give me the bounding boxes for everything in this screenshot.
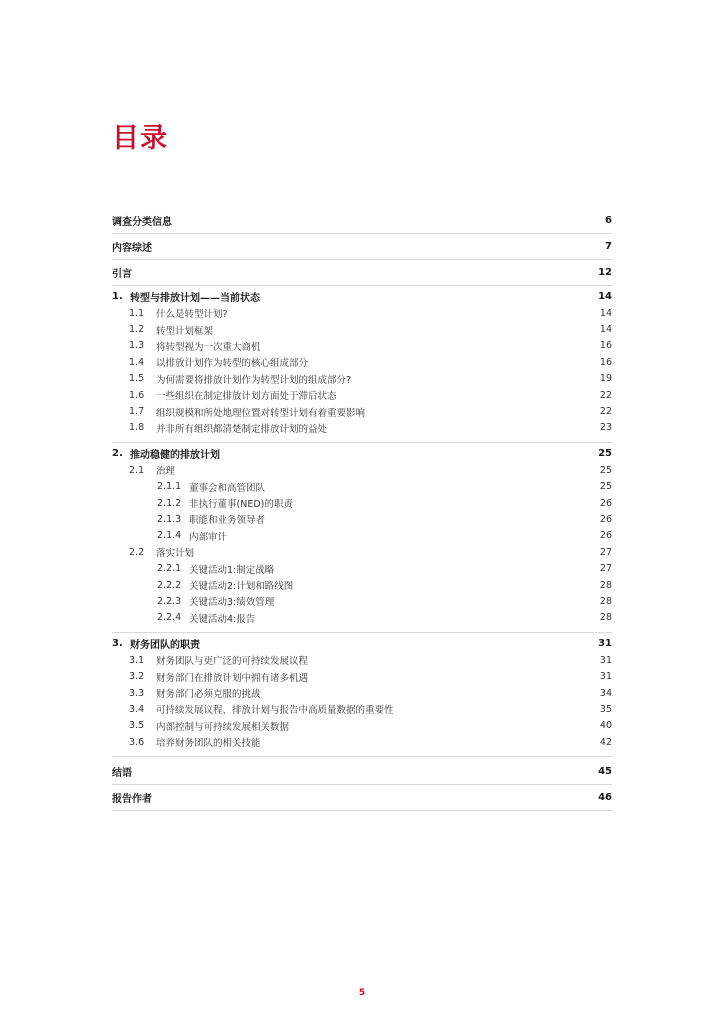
toc-subentry-page: 31 xyxy=(599,671,612,683)
toc-subsubentry-page: 26 xyxy=(599,513,612,525)
toc-subentry-number: 1.1 xyxy=(129,307,145,319)
toc-subsubentry-label: 关键活动1:制定战略 xyxy=(189,564,275,576)
toc-subentry-label: 一些组织在制定排放计划方面处于滞后状态 xyxy=(156,391,337,403)
toc-subentry-page: 19 xyxy=(599,373,612,385)
toc-subentry[interactable] xyxy=(112,462,612,478)
toc-subentry[interactable] xyxy=(112,734,612,750)
toc-entry-authors[interactable] xyxy=(112,785,612,811)
toc-subentry-page: 40 xyxy=(599,720,612,732)
toc-subsubentry-label: 非执行董事(NED)的职责 xyxy=(189,499,293,511)
toc-subentry-page: 31 xyxy=(599,654,612,666)
toc-subentry-page: 14 xyxy=(599,324,612,336)
table-of-contents xyxy=(112,208,612,811)
toc-subsubentry-page: 25 xyxy=(599,481,612,493)
toc-subentry-page: 34 xyxy=(599,687,612,699)
toc-subsubentry[interactable] xyxy=(112,495,612,511)
toc-subsubentry-page: 28 xyxy=(599,612,612,624)
toc-subentry-label: 财务团队与更广泛的可持续发展议程 xyxy=(156,656,309,668)
toc-section-heading[interactable] xyxy=(112,288,612,305)
toc-entry-page: 45 xyxy=(598,766,612,778)
toc-subsubentry[interactable] xyxy=(112,528,612,544)
toc-section-label: 转型与排放计划——当前状态 xyxy=(130,293,260,304)
toc-subsubentry[interactable] xyxy=(112,511,612,527)
toc-section-page: 14 xyxy=(598,291,612,302)
toc-subsubentry-page: 27 xyxy=(599,563,612,575)
toc-subsubentry-number: 2.1.4 xyxy=(157,530,182,542)
toc-entry-conclusion[interactable] xyxy=(112,759,612,785)
toc-section-2 xyxy=(112,445,612,633)
toc-subsubentry-number: 2.2.4 xyxy=(157,612,182,624)
toc-subsubentry-label: 职能和业务领导者 xyxy=(189,515,266,527)
toc-subsubentry-page: 26 xyxy=(599,530,612,542)
toc-subsubentry-label: 内部审计 xyxy=(189,531,228,543)
toc-subentry-label: 财务部门在排放计划中拥有诸多机遇 xyxy=(156,672,309,684)
toc-subentry-page: 23 xyxy=(599,422,612,434)
toc-entry-label: 报告作者 xyxy=(112,794,152,806)
toc-subentry-label: 为何需要将排放计划作为转型计划的组成部分? xyxy=(156,374,352,386)
toc-subentry[interactable] xyxy=(112,321,612,337)
toc-subentry-number: 1.7 xyxy=(129,406,145,418)
toc-subsubentry[interactable] xyxy=(112,593,612,609)
page-number: 5 xyxy=(358,988,366,998)
toc-subentry[interactable] xyxy=(112,305,612,321)
toc-section-heading[interactable] xyxy=(112,445,612,462)
toc-subentry-number: 1.5 xyxy=(129,373,145,385)
toc-subentry-page: 42 xyxy=(599,736,612,748)
page-title: 目录 xyxy=(112,123,168,154)
toc-subsubentry-page: 28 xyxy=(599,579,612,591)
toc-subentry-label: 将转型视为一次重大商机 xyxy=(156,341,261,353)
toc-entry-summary[interactable] xyxy=(112,234,612,260)
toc-entry-label: 结语 xyxy=(112,768,132,780)
toc-section-label: 财务团队的职责 xyxy=(130,640,200,652)
toc-subentry-page: 35 xyxy=(599,703,612,715)
toc-subentry-label: 并非所有组织都清楚制定排放计划的益处 xyxy=(156,423,328,435)
toc-subentry-number: 2.1 xyxy=(129,464,145,476)
toc-subentry-number: 3.6 xyxy=(129,736,145,748)
toc-subentry-number: 3.5 xyxy=(129,720,145,732)
toc-subentry[interactable] xyxy=(112,338,612,354)
toc-subentry[interactable] xyxy=(112,420,612,436)
toc-section-number: 1. xyxy=(112,291,123,302)
toc-subsubentry-number: 2.1.1 xyxy=(157,481,182,493)
toc-entry-page: 46 xyxy=(598,792,612,804)
toc-section-1 xyxy=(112,288,612,443)
toc-subsubentry-number: 2.1.2 xyxy=(157,497,182,509)
toc-subentry-number: 1.8 xyxy=(129,422,145,434)
toc-subentry-number: 1.6 xyxy=(129,389,145,401)
toc-subentry-label: 培养财务团队的相关技能 xyxy=(156,738,261,750)
toc-subsubentry[interactable] xyxy=(112,479,612,495)
toc-subentry-page: 16 xyxy=(599,340,612,352)
toc-subsubentry-page: 26 xyxy=(599,497,612,509)
toc-entry-label: 调查分类信息 xyxy=(112,217,172,228)
toc-subentry-number: 3.1 xyxy=(129,654,145,666)
toc-subentry-label: 内部控制与可持续发展相关数据 xyxy=(156,721,290,733)
toc-subentry-label: 以排放计划作为转型的核心组成部分 xyxy=(156,358,309,370)
toc-subentry[interactable] xyxy=(112,371,612,387)
toc-subsubentry-number: 2.1.3 xyxy=(157,513,182,525)
toc-subsubentry[interactable] xyxy=(112,577,612,593)
toc-subsubentry-label: 关键活动3:绩效管理 xyxy=(189,597,275,609)
toc-subentry-page: 14 xyxy=(599,307,612,319)
toc-subentry-number: 3.2 xyxy=(129,671,145,683)
toc-subsubentry-page: 28 xyxy=(599,595,612,607)
toc-subentry-page: 25 xyxy=(599,464,612,476)
toc-subentry-label: 财务部门必须克服的挑战 xyxy=(156,689,261,700)
toc-section-heading[interactable] xyxy=(112,635,612,652)
toc-subentry[interactable] xyxy=(112,387,612,403)
toc-section-number: 2. xyxy=(112,448,123,460)
toc-subentry-label: 组织规模和所处地理位置对转型计划有着重要影响 xyxy=(156,407,366,419)
toc-entry-survey-info[interactable] xyxy=(112,208,612,234)
toc-subentry-page: 16 xyxy=(599,356,612,368)
toc-subentry[interactable] xyxy=(112,544,612,560)
toc-subsubentry-label: 关键活动4:报告 xyxy=(189,613,256,625)
toc-section-label: 推动稳健的排放计划 xyxy=(130,450,220,462)
toc-subentry[interactable] xyxy=(112,652,612,668)
toc-subentry-number: 2.2 xyxy=(129,546,145,558)
toc-subentry-label: 落实计划 xyxy=(156,548,195,560)
toc-subentry-number: 1.2 xyxy=(129,324,145,336)
toc-subsubentry-label: 关键活动2:计划和路线图 xyxy=(189,581,294,593)
toc-subsubentry-number: 2.2.1 xyxy=(157,563,182,575)
toc-subentry-label: 什么是转型计划? xyxy=(156,309,228,321)
toc-subsubentry-label: 董事会和高管团队 xyxy=(189,482,266,494)
toc-subentry-label: 转型计划框架 xyxy=(156,325,214,337)
toc-subentry-label: 可持续发展议程、排放计划与报告中高质量数据的重要性 xyxy=(156,705,394,717)
toc-subentry[interactable] xyxy=(112,701,612,717)
toc-subentry[interactable] xyxy=(112,354,612,370)
toc-entry-label: 引言 xyxy=(112,269,132,280)
toc-subentry-number: 1.3 xyxy=(129,340,145,352)
toc-subentry[interactable] xyxy=(112,718,612,734)
toc-section-page: 31 xyxy=(598,638,612,650)
toc-section-page: 25 xyxy=(598,448,612,460)
toc-entry-page: 6 xyxy=(605,215,612,226)
toc-subentry-page: 22 xyxy=(599,406,612,418)
toc-entry-page: 7 xyxy=(605,241,612,252)
toc-subentry-page: 27 xyxy=(599,546,612,558)
toc-subsubentry[interactable] xyxy=(112,610,612,626)
toc-subsubentry-number: 2.2.2 xyxy=(157,579,182,591)
toc-subentry[interactable] xyxy=(112,685,612,701)
toc-subentry-page: 22 xyxy=(599,389,612,401)
toc-subentry-label: 治理 xyxy=(156,466,176,478)
toc-subentry[interactable] xyxy=(112,403,612,419)
toc-subentry[interactable] xyxy=(112,668,612,684)
toc-subentry-number: 3.4 xyxy=(129,703,145,715)
toc-entry-label: 内容综述 xyxy=(112,243,152,254)
toc-section-3 xyxy=(112,635,612,757)
toc-subentry-number: 3.3 xyxy=(129,687,145,699)
toc-entry-page: 12 xyxy=(598,267,612,278)
toc-entry-introduction[interactable] xyxy=(112,260,612,286)
toc-subsubentry-number: 2.2.3 xyxy=(157,595,182,607)
toc-section-number: 3. xyxy=(112,638,123,650)
toc-subsubentry[interactable] xyxy=(112,560,612,576)
toc-subentry-number: 1.4 xyxy=(129,356,145,368)
